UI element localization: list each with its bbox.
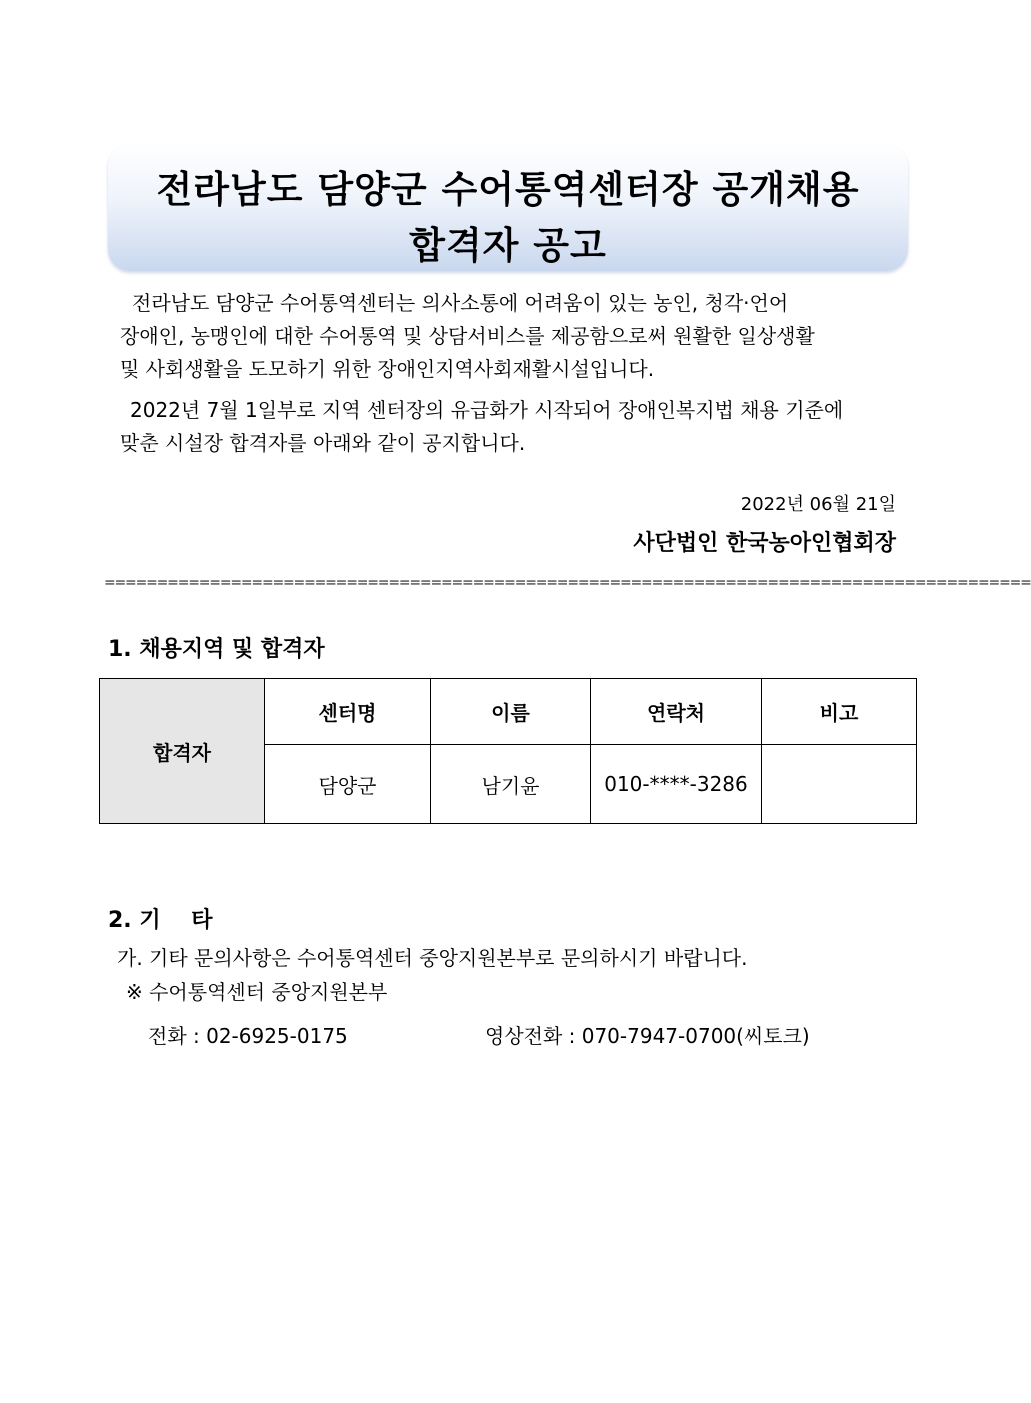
cell-note [762, 745, 917, 824]
page-title-line1: 전라남도 담양군 수어통역센터장 공개채용 [156, 168, 860, 211]
organization-name: 사단법인 한국농아인협회장 [633, 531, 896, 556]
phone-number: 전화 : 02-6925-0175 [148, 1024, 348, 1048]
intro-line: 2022년 7월 1일부로 지역 센터장의 유급화가 시작되어 장애인복지법 채용 기준에 [130, 398, 844, 422]
intro-paragraph-2 [120, 394, 896, 460]
announcement-date: 2022년 06월 21일 [740, 494, 896, 515]
divider-line: ======================================================================================== [104, 575, 1031, 591]
intro-line: 및 사회생활을 도모하기 위한 장애인지역사회재활시설입니다. [120, 357, 655, 381]
cell-contact: 010-****-3286 [591, 745, 762, 824]
title-banner [108, 145, 908, 271]
header-note: 비고 [762, 679, 917, 745]
video-phone-number: 영상전화 : 070-7947-0700(씨토크) [485, 1024, 810, 1048]
header-center: 센터명 [265, 679, 431, 745]
results-table [99, 678, 917, 824]
cell-name: 남기윤 [431, 745, 591, 824]
intro-line: 맞춘 시설장 합격자를 아래와 같이 공지합니다. [120, 431, 526, 455]
intro-paragraph-1 [120, 287, 896, 386]
cell-center: 담양군 [265, 745, 431, 824]
header-contact: 연락처 [591, 679, 762, 745]
header-name: 이름 [431, 679, 591, 745]
center-note: ※ 수어통역센터 중앙지원본부 [126, 980, 388, 1004]
intro-line: 장애인, 농맹인에 대한 수어통역 및 상담서비스를 제공함으로써 원활한 일상생활 [120, 324, 815, 348]
inquiry-item: 가. 기타 문의사항은 수어통역센터 중앙지원본부로 문의하시기 바랍니다. [117, 946, 748, 970]
section1-heading: 1. 채용지역 및 합격자 [108, 637, 325, 662]
intro-line: 전라남도 담양군 수어통역센터는 의사소통에 어려움이 있는 농인, 청각·언어 [132, 291, 789, 315]
section2-heading: 2. 기 타 [108, 908, 213, 933]
page-title-line2: 합격자 공고 [409, 224, 607, 267]
row-label: 합격자 [100, 679, 265, 824]
